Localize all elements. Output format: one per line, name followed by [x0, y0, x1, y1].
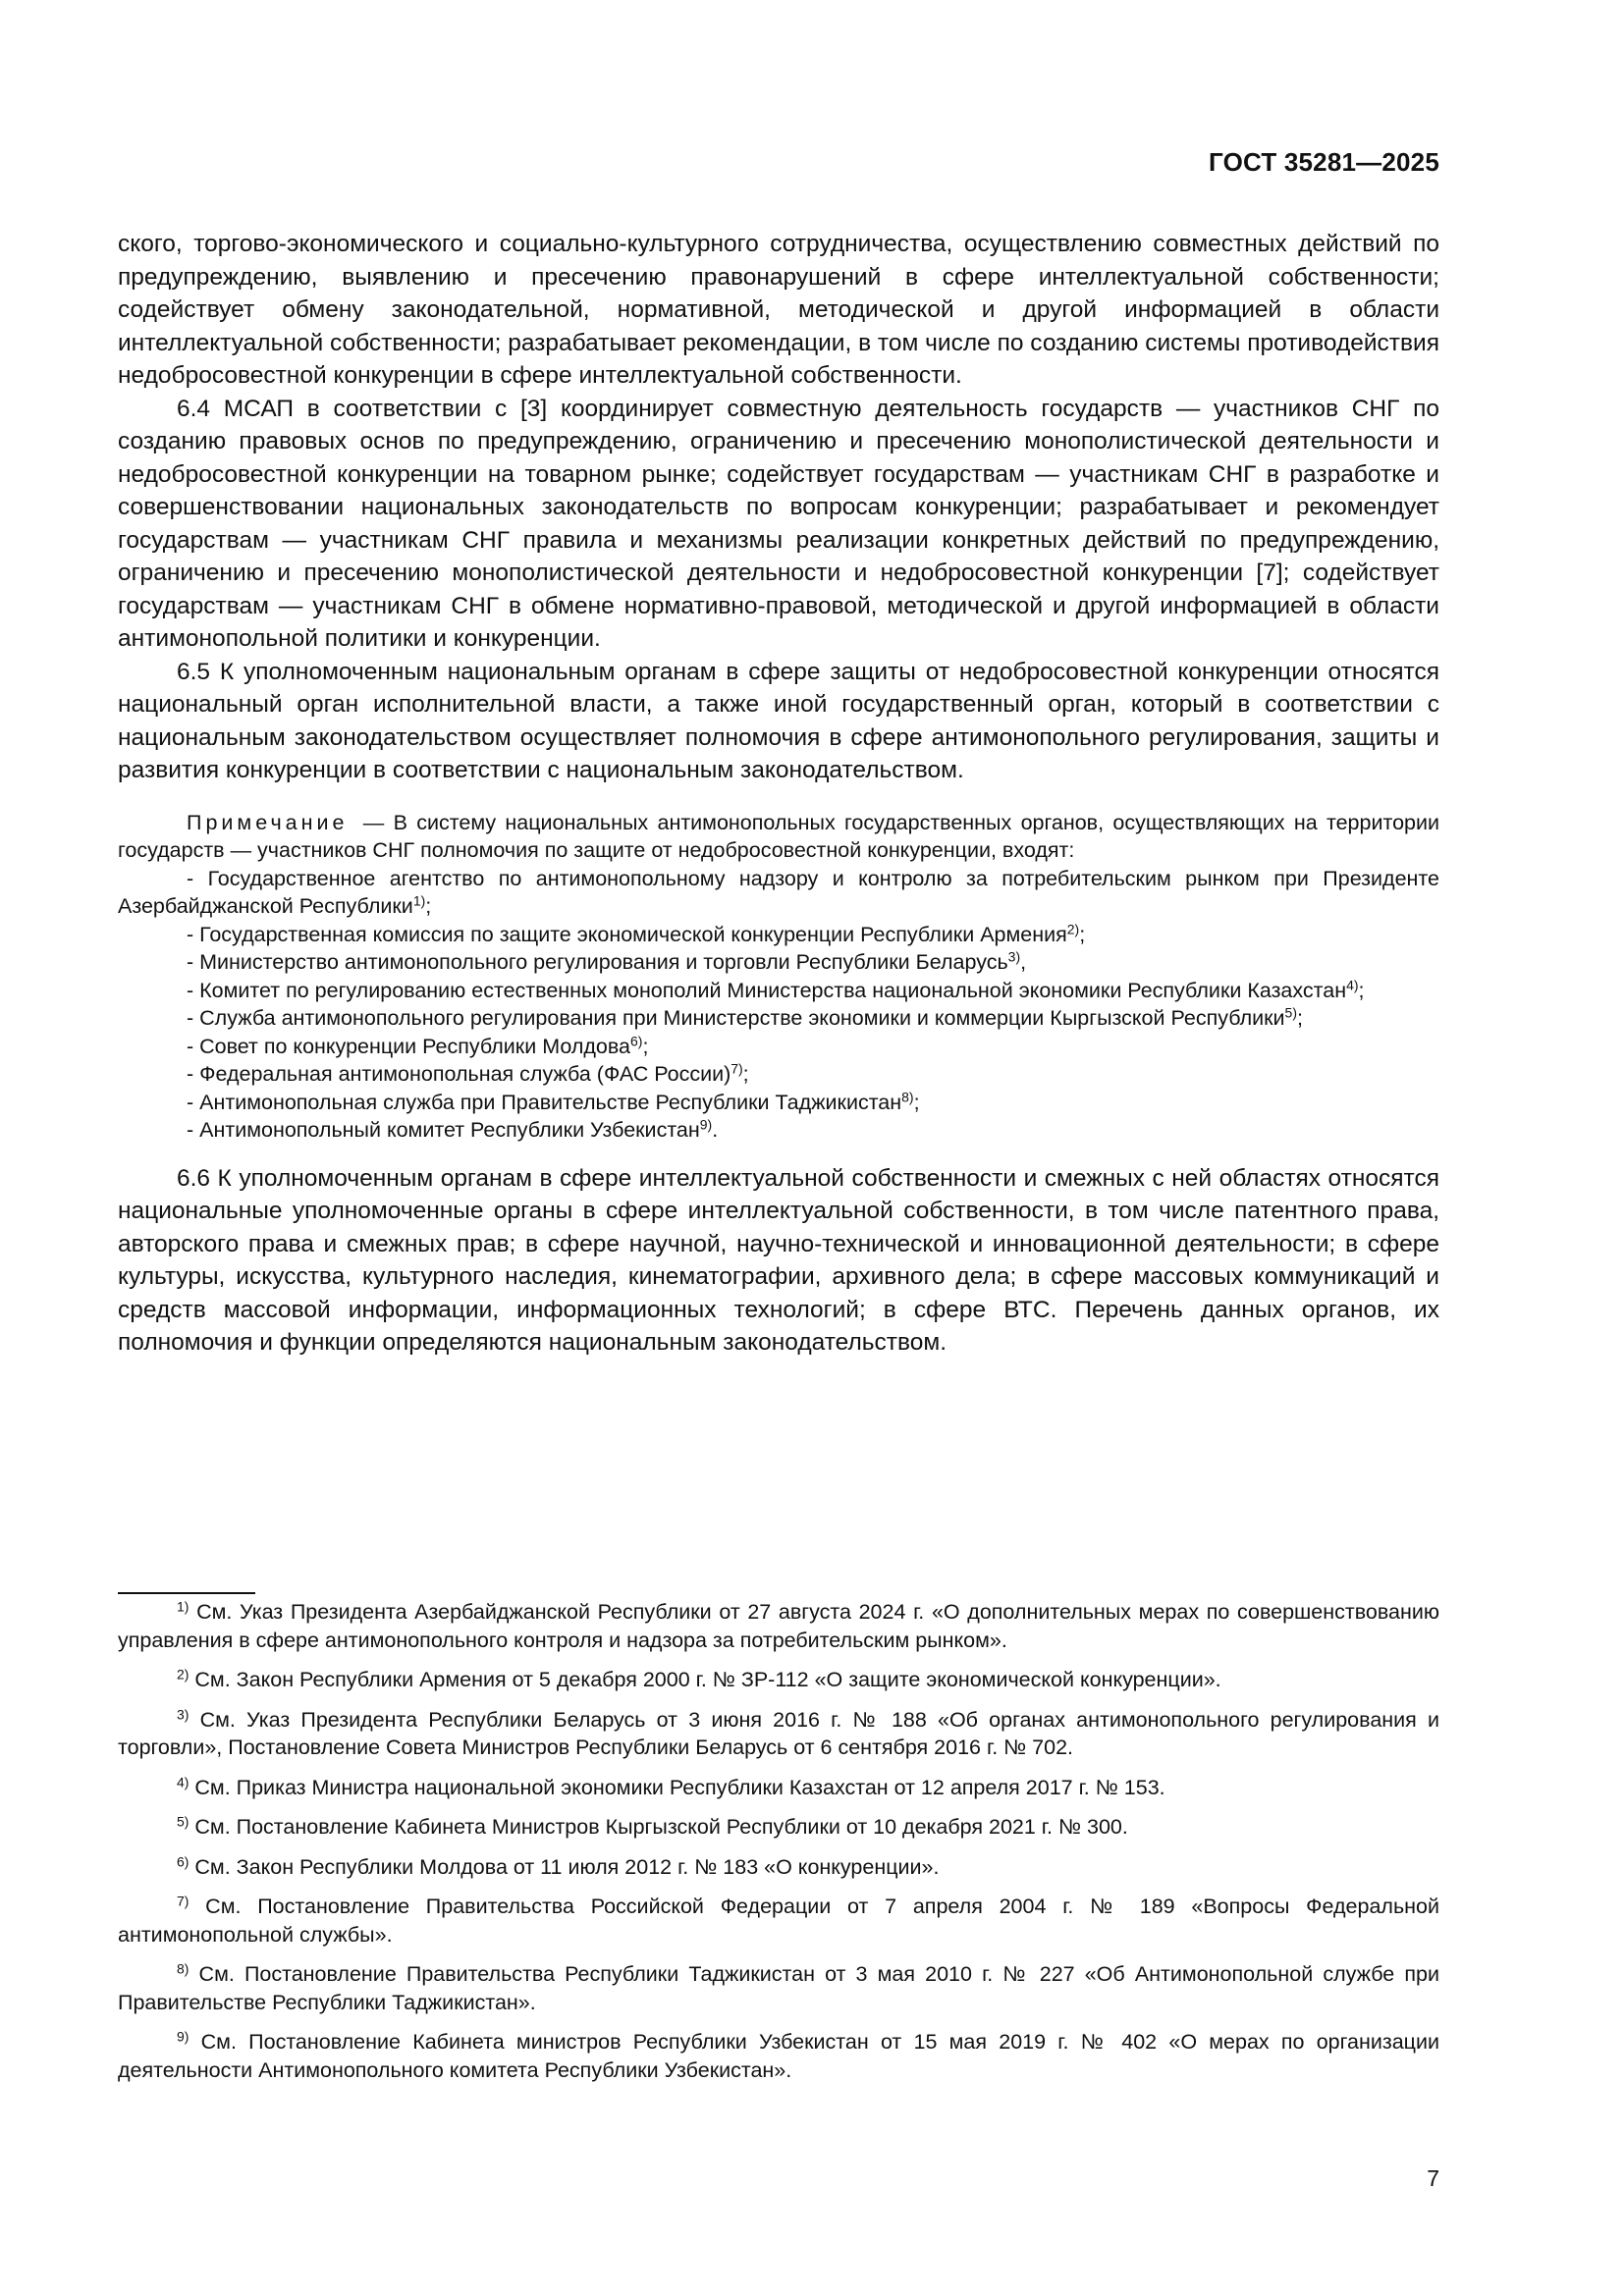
- note-list-item: - Антимонопольный комитет Республики Узбекистан$^{9)}$.: [187, 1116, 719, 1142]
- footnote-ref: 2): [1066, 920, 1080, 936]
- footnote: $^{2)}$ См. Закон Республики Армения от 5 декабря 2000 г. № ЗР-112 «О защите экономической конкуренции».: [177, 1666, 1221, 1691]
- note-list-item: - Комитет по регулированию естественных монополий Министерства национальной экономики Республики Казахстан$^{4)}$;: [187, 976, 1365, 1002]
- footnote-mark: 8): [177, 1960, 189, 1977]
- note-list-item: - Министерство антимонопольного регулирования и торговли Республики Беларусь$^{3)}$,: [187, 948, 1027, 974]
- footnote-mark: 9): [177, 2028, 189, 2045]
- footnote-ref: 9): [699, 1116, 713, 1133]
- paragraph-6-5: 6.5 К уполномоченным национальным органам в сфере защиты от недобросовестной конкуренции относятся национальный орган исполнительной власти, а также иной государственный орган, который в соответствии с национальным законодательством осуществляет полномочия в сфере антимонопольного регулирования, защиты и развития конкуренции в соответствии с национальным законодательством.: [118, 658, 1439, 783]
- footnote-mark: 7): [177, 1893, 189, 1909]
- footnote: $^{1)}$ См. Указ Президента Азербайджанской Республики от 27 августа 2024 г. «О дополнительных мерах по совершенствованию управления в сфере антимонопольного контроля и надзора за потребительским рынком».: [118, 1598, 1439, 1652]
- footnote-ref: 7): [731, 1060, 743, 1077]
- footnote-ref: 6): [630, 1032, 643, 1048]
- page-number: 7: [1427, 2165, 1439, 2191]
- footnote-mark: 6): [177, 1852, 189, 1869]
- note-list-item: - Антимонопольная служба при Правительстве Республики Таджикистан$^{8)}$;: [187, 1088, 920, 1114]
- footnote: $^{6)}$ См. Закон Республики Молдова от 11 июля 2012 г. № 183 «О конкуренции».: [177, 1852, 940, 1879]
- footnote-ref: 8): [901, 1088, 914, 1104]
- paragraph-6-4: 6.4 МСАП в соответствии с [3] координирует совместную деятельность государств — участников СНГ по созданию правовых основ по предупреждению, ограничению и пресечению монополистической деятельности и недобросовестной конкуренции на товарном рынке; содействует государствам — участникам СНГ в разработке и совершенствовании национальных законодательств по вопросам конкуренции; разрабатывает и рекомендует государствам — участникам СНГ правила и механизмы реализации конкретных действий по предупреждению, ограничению и пресечению монополистической деятельности и недобросовестной конкуренции [7]; содействует государствам — участникам СНГ в обмене нормативно-правовой, методической и другой информацией в области антимонопольной политики и конкуренции.: [118, 395, 1439, 652]
- note-intro: [118, 809, 1439, 865]
- note-list-item: - Совет по конкуренции Республики Молдова$^{6)}$;: [187, 1032, 649, 1058]
- footnote-mark: 3): [177, 1705, 189, 1722]
- footnote-divider: [118, 1592, 255, 1594]
- paragraph-6-6: 6.6 К уполномоченным органам в сфере интеллектуальной собственности и смежных с ней областях относятся национальные уполномоченные органы в сфере интеллектуальной собственности, в том числе патентного права, авторского права и смежных прав; в сфере научной, научно-технической и инновационной деятельности; в сфере культуры, искусства, культурного наследия, кинематографии, архивного дела; в сфере массовых коммуникаций и средств массовой информации, информационных технологий; в сфере ВТС. Перечень данных органов, их полномочия и функции определяются национальным законодательством.: [118, 1164, 1439, 1356]
- note-list-item: - Федеральная антимонопольная служба (ФАС России)$^{7)}$;: [187, 1060, 749, 1086]
- footnotes: [118, 1598, 1439, 2096]
- note-list-item: - Государственная комиссия по защите экономической конкуренции Республики Армения$^{2)}$;: [187, 920, 1086, 946]
- footnote-mark: 4): [177, 1773, 189, 1789]
- footnote-mark: 1): [177, 1598, 189, 1615]
- footnote: $^{9)}$ См. Постановление Кабинета министров Республики Узбекистан от 15 мая 2019 г. № 402 «О мерах по организации деятельности Антимонопольного комитета Республики Узбекистан».: [118, 2028, 1439, 2082]
- footnote: $^{7)}$ См. Постановление Правительства Российской Федерации от 7 апреля 2004 г. № 189 «Вопросы Федеральной антимонопольной службы».: [118, 1893, 1439, 1947]
- paragraph-continuation: ского, торгово-экономического и социально-культурного сотрудничества, осуществлению совместных действий по предупреждению, выявлению и пресечению правонарушений в сфере интеллектуальной собственности; содействует обмену законодательной, нормативной, методической и другой информацией в области интеллектуальной собственности; разрабатывает рекомендации, в том числе по созданию системы противодействия недобросовестной конкуренции в сфере интеллектуальной собственности.: [118, 231, 1439, 389]
- footnote-mark: 2): [177, 1666, 189, 1682]
- footnote: $^{5)}$ См. Постановление Кабинета Министров Кыргызской Республики от 10 декабря 2021 г. № 300.: [177, 1813, 1128, 1839]
- footnote: $^{8)}$ См. Постановление Правительства Республики Таджикистан от 3 мая 2010 г. № 227 «Об Антимонопольной службе при Правительстве Республики Таджикистан».: [118, 1960, 1439, 2014]
- note-list-item: - Служба антимонопольного регулирования при Министерстве экономики и коммерции Кыргызской Республики$^{5)}$;: [187, 1004, 1303, 1030]
- document-body: [118, 228, 1439, 1360]
- note-list-item: - Государственное агентство по антимонопольному надзору и контролю за потребительским рынком при Президенте Азербайджанской Республики$^{1)}$;: [118, 866, 1439, 918]
- note-block: [118, 809, 1439, 1145]
- footnote: $^{4)}$ См. Приказ Министра национальной экономики Республики Казахстан от 12 апреля 2017 г. № 153.: [177, 1773, 1165, 1799]
- footnote-ref: 4): [1346, 976, 1359, 992]
- note-label: Примечание: [187, 810, 349, 834]
- footnote: $^{3)}$ См. Указ Президента Республики Беларусь от 3 июня 2016 г. № 188 «Об органах антимонопольного регулирования и торговли», Постановление Совета Министров Республики Беларусь от 6 сентября 2016 г. № 702.: [118, 1705, 1439, 1759]
- note-intro-text: — В систему национальных антимонопольных государственных органов, осуществляющих на территории государств — участников СНГ полномочия по защите от недобросовестной конкуренции, входят:: [118, 810, 1439, 862]
- footnote-ref: 1): [412, 892, 426, 909]
- footnote-mark: 5): [177, 1813, 189, 1830]
- footnote-ref: 3): [1007, 948, 1021, 965]
- document-header-id: ГОСТ 35281—2025: [1209, 147, 1439, 177]
- footnote-ref: 5): [1284, 1004, 1297, 1021]
